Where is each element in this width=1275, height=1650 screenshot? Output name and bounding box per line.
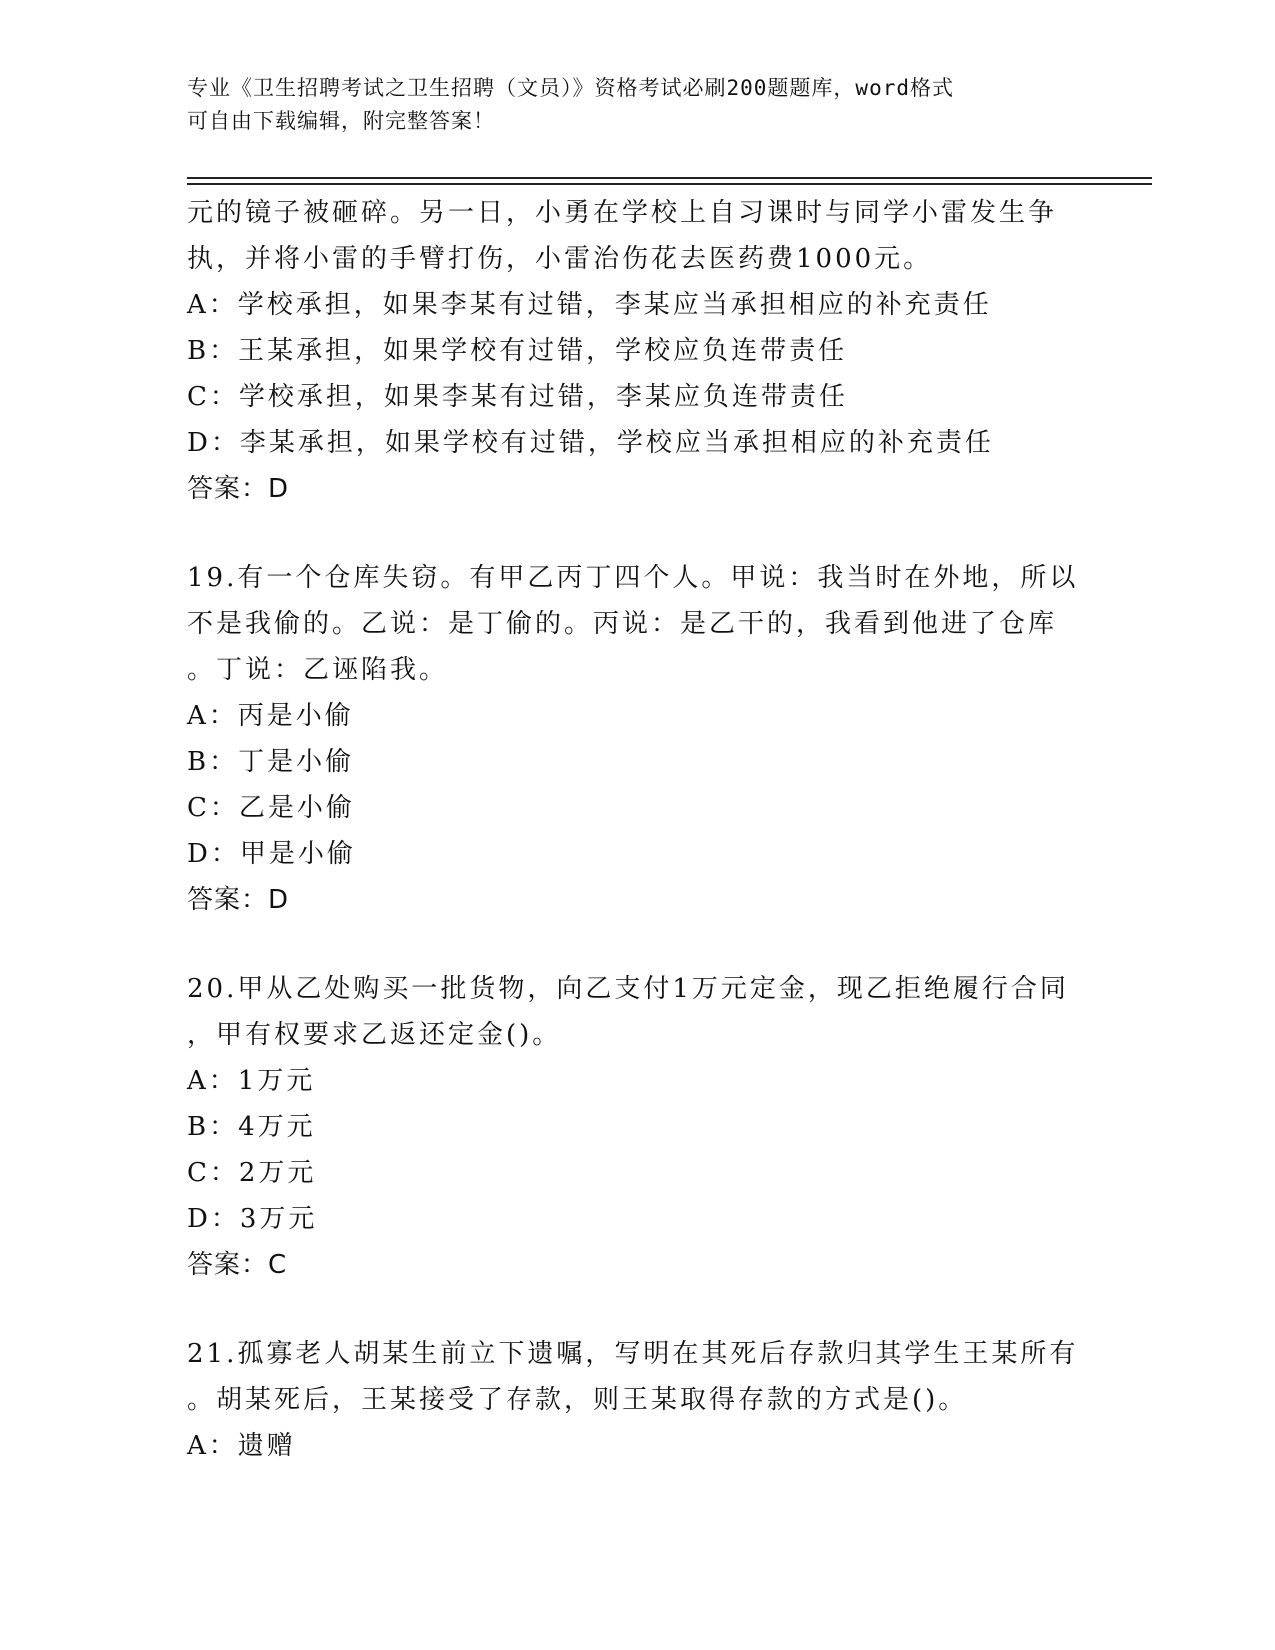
question-stem-line: 元的镜子被砸碎。另一日，小勇在学校上自习课时与同学小雷发生争 bbox=[187, 198, 1058, 228]
question-spacer bbox=[187, 1288, 1107, 1331]
question-stem-line: 不是我偷的。乙说：是丁偷的。丙说：是乙干的，我看到他进了仓库 bbox=[187, 609, 1058, 639]
option-a: A：学校承担，如果李某有过错，李某应当承担相应的补充责任 bbox=[187, 290, 992, 320]
question-21 bbox=[187, 1331, 1107, 1469]
header-rule-top bbox=[187, 177, 1152, 179]
question-20 bbox=[187, 966, 1107, 1288]
option-a: A：丙是小偷 bbox=[187, 701, 354, 731]
option-b: B：丁是小偷 bbox=[187, 747, 355, 777]
question-19 bbox=[187, 555, 1107, 923]
answer-line: 答案：C bbox=[187, 1250, 288, 1280]
answer-line: 答案：D bbox=[187, 885, 290, 915]
option-a: A：遗赠 bbox=[187, 1431, 296, 1461]
question-stem-line: 19.有一个仓库失窃。有甲乙丙丁四个人。甲说：我当时在外地，所以 bbox=[187, 563, 1079, 593]
option-d: D：3万元 bbox=[187, 1204, 318, 1234]
question-stem-line: 。丁说：乙诬陷我。 bbox=[187, 655, 449, 685]
option-c: C：2万元 bbox=[187, 1158, 317, 1188]
question-stem-line: 执，并将小雷的手臂打伤，小雷治伤花去医药费1000元。 bbox=[187, 244, 933, 274]
option-d: D：李某承担，如果学校有过错，学校应当承担相应的补充责任 bbox=[187, 428, 994, 458]
option-b: B：王某承担，如果学校有过错，学校应负连带责任 bbox=[187, 336, 848, 366]
document-header bbox=[187, 72, 1087, 138]
question-spacer bbox=[187, 923, 1107, 966]
header-line-1: 专业《卫生招聘考试之卫生招聘（文员）》资格考试必刷200题题库，word格式 bbox=[187, 76, 954, 100]
option-b: B：4万元 bbox=[187, 1112, 316, 1142]
option-c: C：学校承担，如果李某有过错，李某应负连带责任 bbox=[187, 382, 848, 412]
header-line-2: 可自由下载编辑，附完整答案！ bbox=[187, 109, 495, 133]
option-a: A：1万元 bbox=[187, 1066, 316, 1096]
answer-line: 答案：D bbox=[187, 474, 290, 504]
question-18 bbox=[187, 190, 1107, 512]
question-stem-line: ，甲有权要求乙返还定金()。 bbox=[187, 1020, 562, 1050]
header-rule-bottom bbox=[187, 183, 1152, 185]
question-stem-line: 。胡某死后，王某接受了存款，则王某取得存款的方式是()。 bbox=[187, 1385, 968, 1415]
option-d: D：甲是小偷 bbox=[187, 839, 356, 869]
question-stem-line: 21.孤寡老人胡某生前立下遗嘱，写明在其死后存款归其学生王某所有 bbox=[187, 1339, 1079, 1369]
question-list bbox=[187, 190, 1107, 1469]
question-spacer bbox=[187, 512, 1107, 555]
option-c: C：乙是小偷 bbox=[187, 793, 355, 823]
question-stem-line: 20.甲从乙处购买一批货物，向乙支付1万元定金，现乙拒绝履行合同 bbox=[187, 974, 1069, 1004]
